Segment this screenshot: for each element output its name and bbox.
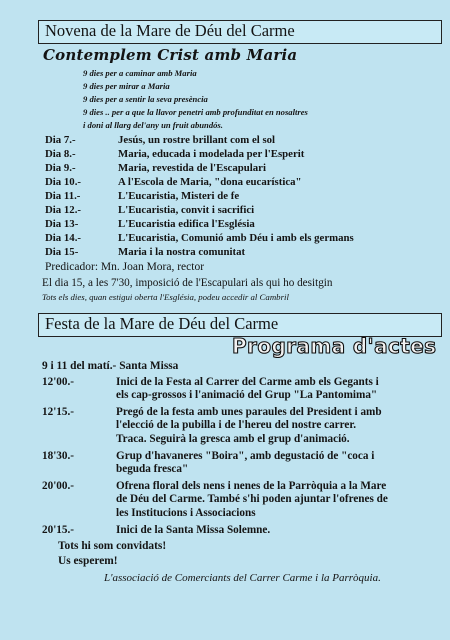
intro-line: 9 dies per mirar a Maria (83, 81, 170, 91)
event-time: 12'00.- (42, 376, 75, 388)
day-theme: Maria, revestida de l'Escapulari (118, 162, 266, 174)
day-theme: A l'Escola de Maria, "dona eucarística" (118, 176, 302, 188)
closing-invitation: Tots hi som convidats! (58, 540, 167, 552)
day-theme: L'Eucaristia, convit i sacrifici (118, 204, 255, 216)
event-item (42, 406, 432, 448)
event-line: Inici de la Santa Missa Solemne. (116, 524, 271, 536)
event-item (42, 524, 432, 538)
day-label: Dia 13- (45, 218, 79, 230)
preacher-line: Predicador: Mn. Joan Mora, rector (45, 261, 205, 273)
event-line: beguda fresca" (116, 463, 189, 476)
event-time: 12'15.- (42, 406, 75, 418)
event-item (42, 480, 432, 522)
event-time: 20'00.- (42, 480, 75, 492)
day-theme: L'Eucaristia, Comunió amb Déu i amb els germans (118, 232, 354, 244)
day-label: Dia 10.- (45, 176, 81, 188)
day-label: Dia 12.- (45, 204, 81, 216)
morning-mass-line: 9 i 11 del matí.- Santa Missa (42, 360, 179, 372)
event-line: els cap-grossos i l'animació del Grup "La Pantomima" (116, 389, 378, 402)
day-theme: Maria i la nostra comunitat (118, 246, 246, 258)
intro-line: 9 dies per a sentir la seva presència (83, 94, 208, 104)
event-line: de Déu del Carme. També s'hi poden ajuntar l'ofrenes de (116, 493, 388, 506)
signature: L'associació de Comerciants del Carrer Carme i la Parròquia. (104, 572, 381, 584)
day-label: Dia 8.- (45, 148, 76, 160)
event-line: Inici de la Festa al Carrer del Carme amb els Gegants i (116, 376, 379, 388)
event-line: Pregó de la festa amb unes paraules del President i amb (116, 406, 382, 418)
day-label: Dia 9.- (45, 162, 76, 174)
day-theme: Jesús, un rostre brillant com el sol (118, 134, 276, 146)
event-line: les Institucions i Associacions (116, 506, 256, 519)
novena-subtitle: Contemplem Crist amb Maria (43, 46, 298, 64)
event-line: Grup d'havaneres "Boira", amb degustació de "coca i (116, 450, 375, 462)
intro-line: 9 dies per a caminar amb Maria (83, 68, 197, 78)
novena-title: Novena de la Mare de Déu del Carme (38, 20, 442, 44)
day-label: Dia 7.- (45, 134, 76, 146)
event-item (42, 376, 432, 404)
intro-line: i doni al llarg del'any un fruit abundós. (83, 120, 223, 130)
event-time: 20'15.- (42, 524, 75, 536)
program-title: Programa d'actes (232, 334, 437, 358)
intro-line: 9 dies .. per a que la llavor penetri amb profunditat en nosaltres (83, 107, 308, 117)
day-theme: L'Eucaristia edifica l'Església (118, 218, 255, 230)
closing-welcome: Us esperem! (58, 555, 118, 567)
day-theme: Maria, educada i modelada per l'Esperit (118, 148, 305, 160)
cambril-note: Tots els dies, quan estigui oberta l'Església, podeu accedir al Cambril (42, 292, 289, 302)
day-label: Dia 14.- (45, 232, 81, 244)
day-label: Dia 15- (45, 246, 79, 258)
day-label: Dia 11.- (45, 190, 81, 202)
event-line: l'elecció de la pubilla i de l'hereu del nostre carrer. (116, 419, 357, 432)
event-line: Traca. Seguirà la gresca amb el grup d'animació. (116, 432, 350, 445)
event-item (42, 450, 432, 478)
imposition-line: El dia 15, a les 7'30, imposició de l'Escapulari als qui ho desitgin (42, 277, 333, 289)
event-line: Ofrena floral dels nens i nenes de la Parròquia a la Mare (116, 480, 387, 492)
festa-title: Festa de la Mare de Déu del Carme (38, 313, 442, 337)
day-theme: L'Eucaristia, Misteri de fe (118, 190, 240, 202)
event-time: 18'30.- (42, 450, 75, 462)
